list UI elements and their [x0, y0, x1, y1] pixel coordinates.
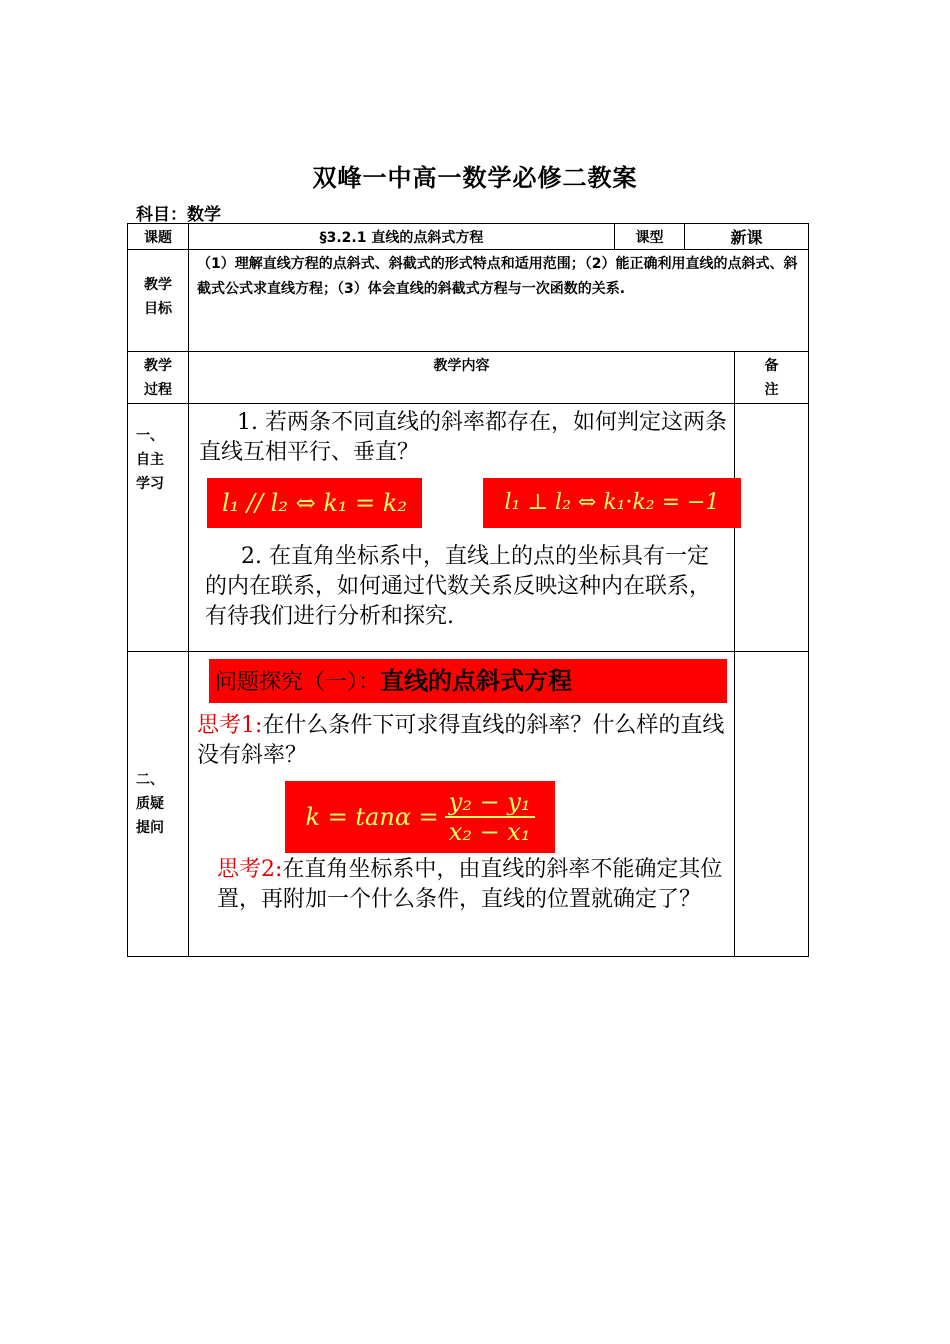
think-1 [197, 711, 728, 771]
process-label: 教学 过程 [128, 352, 189, 404]
slope-formula [285, 781, 555, 853]
section1-notes [735, 404, 809, 652]
think-1-text: 在什么条件下可求得直线的斜率？什么样的直线没有斜率？ [197, 713, 725, 768]
think-2-text: 在直角坐标系中，由直线的斜率不能确定其位置，再附加一个什么条件，直线的位置就确定了？ [217, 857, 723, 912]
type-value: 新课 [685, 224, 809, 250]
slope-denominator: x₂ − x₁ [448, 818, 531, 846]
page-title: 双峰一中高一数学必修二教案 [312, 164, 638, 192]
lesson-plan-table [127, 223, 809, 957]
banner-prefix: 问题探究（一）： [215, 670, 381, 695]
slope-numerator: y₂ − y₁ [445, 788, 535, 818]
goals-text: （1）理解直线方程的点斜式、斜截式的形式特点和适用范围；（2）能正确利用直线的点斜式、斜截式公式求直线方程；（3）体会直线的斜截式方程与一次函数的关系. [189, 250, 809, 352]
banner-title: 直线的点斜式方程 [380, 666, 573, 695]
note-label: 备 注 [735, 352, 809, 404]
subject-label: 科目：数学 [136, 205, 221, 225]
problem-banner [209, 659, 727, 703]
perpendicular-formula: l₁ ⊥ l₂ ⇔ k₁·k₂ = −1 [483, 478, 741, 528]
section2-notes [735, 652, 809, 957]
think-2-label: 思考2: [217, 857, 283, 882]
slope-formula-lhs: k = tanα = [305, 803, 439, 831]
section1-question-2: 2. 在直角坐标系中，直线上的点的坐标具有一定的内在联系，如何通过代数关系反映这种内在联系，有待我们进行分析和探究. [205, 544, 712, 629]
section1-question-1: 1. 若两条不同直线的斜率都存在，如何判定这两条直线互相平行、垂直？ [199, 410, 727, 465]
content-label: 教学内容 [189, 352, 735, 404]
section2-label: 二、 质疑 提问 [128, 652, 189, 957]
slope-fraction [445, 788, 535, 846]
think-1-label: 思考1: [197, 713, 263, 738]
parallel-formula: l₁ // l₂ ⇔ k₁ = k₂ [207, 478, 422, 528]
type-label: 课型 [615, 224, 685, 250]
goals-label: 教学 目标 [128, 250, 189, 352]
think-2 [217, 855, 728, 915]
topic-label: 课题 [128, 224, 189, 250]
section1-label: 一、 自主 学习 [128, 404, 189, 652]
topic-value: §3.2.1 直线的点斜式方程 [189, 224, 615, 250]
